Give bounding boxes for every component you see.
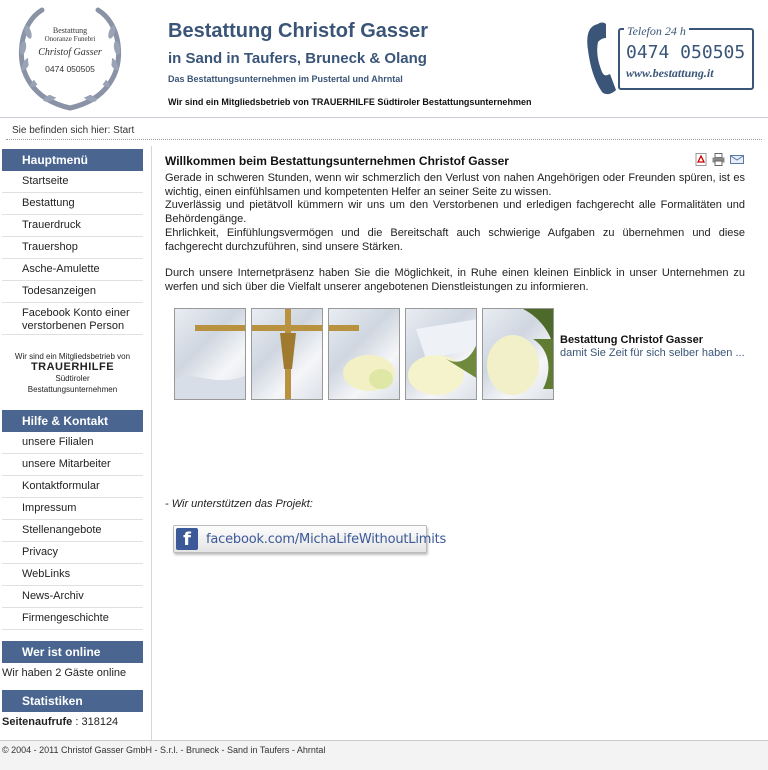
support-note: - Wir unterstützen das Projekt: — [165, 498, 313, 510]
site-title: Bestattung Christof Gasser — [168, 20, 429, 42]
phone-number[interactable]: 0474 050505 — [626, 42, 746, 63]
help-menu-title: Hilfe & Kontakt — [2, 410, 143, 432]
gallery-tile-1 — [174, 308, 246, 400]
main-menu-title: Hauptmenü — [2, 149, 143, 171]
gallery-heading: Bestattung Christof Gasser — [560, 334, 704, 346]
menu-item-kontaktformular[interactable]: Kontaktformular — [2, 476, 143, 498]
article-actions — [695, 153, 747, 167]
gallery-caption[interactable] — [560, 334, 750, 359]
website-link[interactable]: www.bestattung.it — [626, 66, 714, 80]
menu-item-bestattung[interactable]: Bestattung — [2, 193, 143, 215]
menu-item-startseite[interactable]: Startseite — [2, 171, 143, 193]
logo[interactable] — [14, 4, 126, 114]
facebook-icon: f — [176, 528, 198, 550]
breadcrumb: Sie befinden sich hier: Start — [12, 125, 135, 136]
facebook-link-button[interactable] — [173, 525, 447, 553]
intro-paragraph-2: Zuverlässig und pietätvoll kümmern wir uns um den Verstorbenen und erledigen fachgerecht alle Formalitäten und Behördengänge. — [165, 199, 745, 225]
print-icon[interactable] — [712, 153, 725, 166]
site-header — [0, 0, 768, 118]
member-box-line-4: Bestattungsunternehmen — [27, 385, 118, 394]
site-tagline: Das Bestattungsunternehmen im Pustertal und Ahrntal — [168, 74, 403, 84]
footer-copyright: © 2004 - 2011 Christof Gasser GmbH - S.r.l. - Bruneck - Sand in Taufers - Ahrntal — [2, 745, 326, 755]
page-views-label: Seitenaufrufe — [2, 716, 73, 728]
site-footer — [0, 740, 768, 770]
breadcrumb-divider — [6, 139, 762, 140]
main-menu — [2, 149, 143, 335]
gallery-tile-3 — [328, 308, 400, 400]
menu-item-facebook-konto[interactable]: Facebook Konto einer verstorbenen Person — [2, 303, 143, 335]
gallery-tile-5 — [482, 308, 554, 400]
member-box-line-2: TRAUERHILFE — [30, 361, 115, 373]
page-views-value: 318124 — [81, 716, 119, 728]
help-menu — [2, 410, 143, 630]
image-gallery[interactable] — [174, 308, 554, 402]
menu-item-stellenangebote[interactable]: Stellenangebote — [2, 520, 143, 542]
page-views: Seitenaufrufe : 318124 — [2, 716, 119, 728]
member-box-line-1: Wir sind ein Mitgliedsbetrieb von — [14, 352, 131, 361]
intro-paragraph-3: Ehrlichkeit, Einfühlungsvermögen und die Bereitschaft auch schwierige Aufgaben zu übernehmen und diese fachgerecht durchzuführen, sind unsere Stärken. — [165, 227, 745, 253]
logo-phone: 0474 050505 — [45, 64, 95, 74]
statistics-title: Statistiken — [2, 690, 143, 712]
member-box-line-3: Südtiroler — [55, 374, 90, 383]
article-title: Willkommen beim Bestattungsunternehmen Christof Gasser — [165, 154, 509, 168]
menu-item-impressum[interactable]: Impressum — [2, 498, 143, 520]
menu-item-filialen[interactable]: unsere Filialen — [2, 432, 143, 454]
gallery-tile-2 — [251, 308, 323, 400]
email-icon[interactable] — [730, 153, 743, 166]
logo-line-2: Onoranze Funebri — [44, 35, 96, 43]
pdf-icon[interactable] — [695, 153, 708, 166]
menu-item-asche-amulette[interactable]: Asche-Amulette — [2, 259, 143, 281]
menu-item-news-archiv[interactable]: News-Archiv — [2, 586, 143, 608]
menu-item-weblinks[interactable]: WebLinks — [2, 564, 143, 586]
phone-banner[interactable] — [584, 22, 756, 96]
phone-label: Telefon 24 h — [624, 24, 689, 39]
menu-item-firmengeschichte[interactable]: Firmengeschichte — [2, 608, 143, 630]
menu-item-todesanzeigen[interactable]: Todesanzeigen — [2, 281, 143, 303]
menu-item-mitarbeiter[interactable]: unsere Mitarbeiter — [2, 454, 143, 476]
who-online-module — [2, 641, 143, 679]
breadcrumb-bar — [0, 119, 768, 143]
who-online-title: Wer ist online — [2, 641, 143, 663]
site-subtitle: in Sand in Taufers, Bruneck & Olang — [168, 50, 427, 67]
facebook-link-text: facebook.com/MichaLifeWithoutLimits — [206, 532, 447, 547]
gallery-subheading: damit Sie Zeit für sich selber haben ... — [560, 347, 745, 359]
menu-item-trauershop[interactable]: Trauershop — [2, 237, 143, 259]
gallery-tile-4 — [405, 308, 477, 400]
menu-item-trauerdruck[interactable]: Trauerdruck — [2, 215, 143, 237]
logo-line-1: Bestattung — [52, 26, 88, 35]
online-count: Wir haben 2 Gäste online — [2, 667, 127, 679]
logo-line-3: Christof Gasser — [38, 47, 102, 58]
statistics-module — [2, 690, 143, 728]
membership-note: Wir sind ein Mitgliedsbetrieb von TRAUERHILFE Südtiroler Bestattungsunternehmen — [168, 97, 532, 107]
trauerhilfe-badge[interactable] — [2, 351, 143, 395]
sidebar — [0, 146, 152, 740]
menu-item-privacy[interactable]: Privacy — [2, 542, 143, 564]
intro-paragraph-1: Gerade in schweren Stunden, wenn wir schmerzlich den Verlust von nahen Angehörigen oder Freunden spüren, ist es wichtig, einen einfühlsamen und kompetenten Helfer an seiner Seite zu wissen. — [165, 172, 745, 198]
intro-paragraph-4: Durch unsere Internetpräsenz haben Sie die Möglichkeit, in Ruhe einen kleinen Einblick in unser Unternehmen zu werfen und sich über die Vielfalt unserer angebotenen Dienstleistungen zu informieren. — [165, 267, 745, 293]
